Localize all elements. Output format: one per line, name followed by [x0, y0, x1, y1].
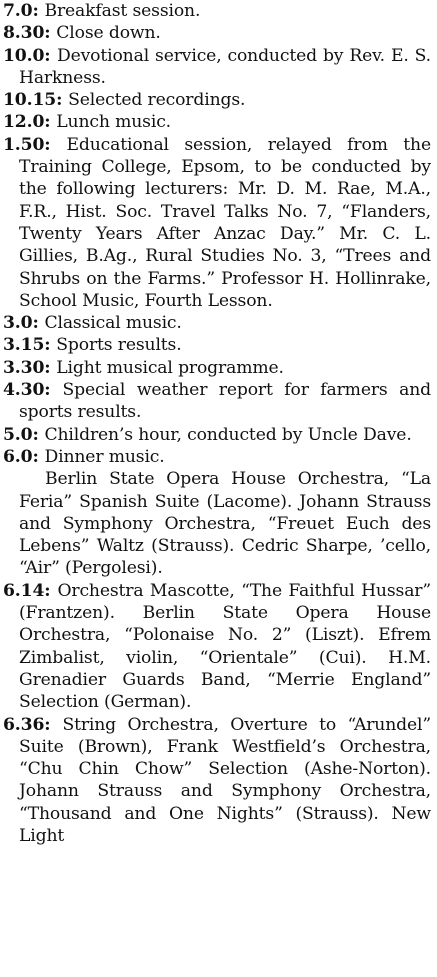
entry-text: Sports results. [56, 335, 182, 356]
entry-text: Lunch music. [56, 112, 171, 133]
entry-text: Children’s hour, conducted by Uncle Dave. [44, 424, 412, 445]
entry-time: 10.15 : [3, 90, 68, 110]
entry-text: Special weather report for farmers and sports results. [19, 380, 431, 423]
entry-time: 6.14 : [3, 581, 57, 601]
entry-time: 3.30 : [3, 358, 56, 378]
programme-entry [3, 424, 431, 446]
programme-entry [3, 446, 431, 468]
programme-entry [3, 379, 431, 424]
entry-time: 3.0 : [3, 313, 44, 333]
entry-time: 1.50 : [3, 135, 66, 155]
entry-text: String Orchestra, Overture to “Arundel” Suite (Brown), Frank Westfield’s Orchestra, “Chu Chin Chow” Selection (Ashe-Norton). Johann Strauss and Symphony Orchestra, “Thousand and One Nights” (Strauss). New Light [19, 714, 432, 846]
programme-entry [3, 134, 431, 312]
entry-time: 7.0 : [3, 1, 44, 21]
entry-time: 6.36 : [3, 715, 62, 735]
entry-time: 10.0 : [3, 46, 57, 66]
entry-text: Close down. [56, 23, 161, 44]
programme-entry [3, 45, 431, 90]
programme-entry [3, 89, 431, 111]
entry-time: 12.0 : [3, 112, 56, 132]
entry-text: Classical music. [44, 313, 182, 334]
entry-text: Orchestra Mascotte, “The Faithful Hussar” (Frantzen). Berlin State Opera House Orchestra, “Polonaise No. 2” (Liszt). Efrem Zimbalist, violin, “Orientale” (Cui). H.M. Grenadier Guards Band, “Merrie England” Selection (German). [19, 580, 431, 713]
programme-entry [3, 357, 431, 379]
entry-time: 8.30 : [3, 23, 56, 43]
entry-text: Light musical programme. [56, 357, 284, 378]
dinner-music-detail: Berlin State Opera House Orchestra, “La Feria” Spanish Suite (Lacome). Johann Strauss and Symphony Orchestra, “Freuet Euch des Lebens” Waltz (Strauss). Cedric Sharpe, ’cello, “Air” (Pergolesi). [19, 469, 431, 579]
entry-time: 5.0 : [3, 425, 44, 445]
programme-entry [3, 334, 431, 356]
programme-entry [3, 580, 431, 714]
entry-text: Selected recordings. [68, 90, 246, 111]
entry-text: Dinner music. [44, 446, 165, 467]
entry-text: Educational session, relayed from the Training College, Epsom, to be conducted by the following lecturers: Mr. D. M. Rae, M.A., F.R., Hist. Soc. Travel Talks No. 7, “Flanders, Twenty Years After Anzac Day.” Mr. C. L. Gillies, B.Ag., Rural Studies No. 3, “Trees and Shrubs on the Farms.” Professor H. Hollinrake, School Music, Fourth Lesson. [19, 134, 431, 311]
entry-text: Breakfast session. [44, 1, 201, 21]
programme-entry [3, 22, 431, 44]
radio-programme-column [3, 0, 431, 847]
programme-entry [3, 714, 431, 848]
programme-entry [3, 312, 431, 334]
entry-time: 4.30 : [3, 380, 63, 400]
programme-entry [3, 111, 431, 133]
programme-entry [3, 0, 431, 22]
entry-time: 3.15 : [3, 335, 56, 355]
entry-time: 6.0 : [3, 447, 44, 467]
entry-text: Devotional service, conducted by Rev. E. S. Harkness. [19, 45, 431, 88]
